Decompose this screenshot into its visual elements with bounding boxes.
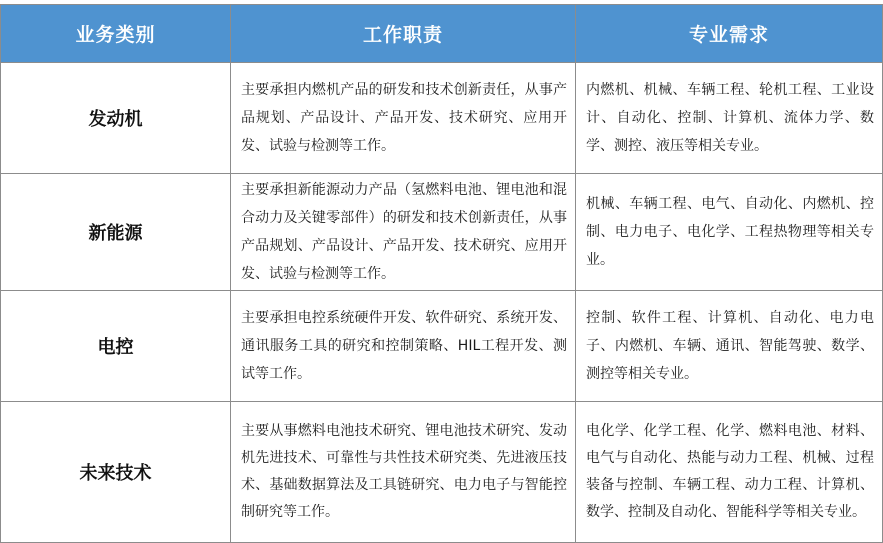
header-category: 业务类别 xyxy=(1,5,231,63)
table-row xyxy=(1,291,883,402)
category-cell: 发动机 xyxy=(1,63,231,174)
requirements-cell: 机械、车辆工程、电气、自动化、内燃机、控制、电力电子、电化学、工程热物理等相关专业。 xyxy=(576,174,883,291)
table-row xyxy=(1,174,883,291)
requirements-cell: 电化学、化学工程、化学、燃料电池、材料、电气与自动化、热能与动力工程、机械、过程装备与控制、车辆工程、动力工程、计算机、数学、控制及自动化、智能科学等相关专业。 xyxy=(576,402,883,543)
table-row xyxy=(1,63,883,174)
category-cell: 未来技术 xyxy=(1,402,231,543)
category-cell: 新能源 xyxy=(1,174,231,291)
requirements-cell: 控制、软件工程、计算机、自动化、电力电子、内燃机、车辆、通讯、智能驾驶、数学、测控等相关专业。 xyxy=(576,291,883,402)
category-cell: 电控 xyxy=(1,291,231,402)
job-category-table xyxy=(0,4,883,543)
table-row xyxy=(1,402,883,543)
duties-cell: 主要承担电控系统硬件开发、软件研究、系统开发、通讯服务工具的研究和控制策略、HIL工程开发、测试等工作。 xyxy=(231,291,576,402)
requirements-cell: 内燃机、机械、车辆工程、轮机工程、工业设计、自动化、控制、计算机、流体力学、数学、测控、液压等相关专业。 xyxy=(576,63,883,174)
header-duties: 工作职责 xyxy=(231,5,576,63)
duties-cell: 主要从事燃料电池技术研究、锂电池技术研究、发动机先进技术、可靠性与共性技术研究类、先进液压技术、基础数据算法及工具链研究、电力电子与智能控制研究等工作。 xyxy=(231,402,576,543)
duties-cell: 主要承担内燃机产品的研发和技术创新责任，从事产品规划、产品设计、产品开发、技术研究、应用开发、试验与检测等工作。 xyxy=(231,63,576,174)
header-requirements: 专业需求 xyxy=(576,5,883,63)
duties-cell: 主要承担新能源动力产品（氢燃料电池、锂电池和混合动力及关键零部件）的研发和技术创新责任，从事产品规划、产品设计、产品开发、技术研究、应用开发、试验与检测等工作。 xyxy=(231,174,576,291)
table-header-row xyxy=(1,5,883,63)
